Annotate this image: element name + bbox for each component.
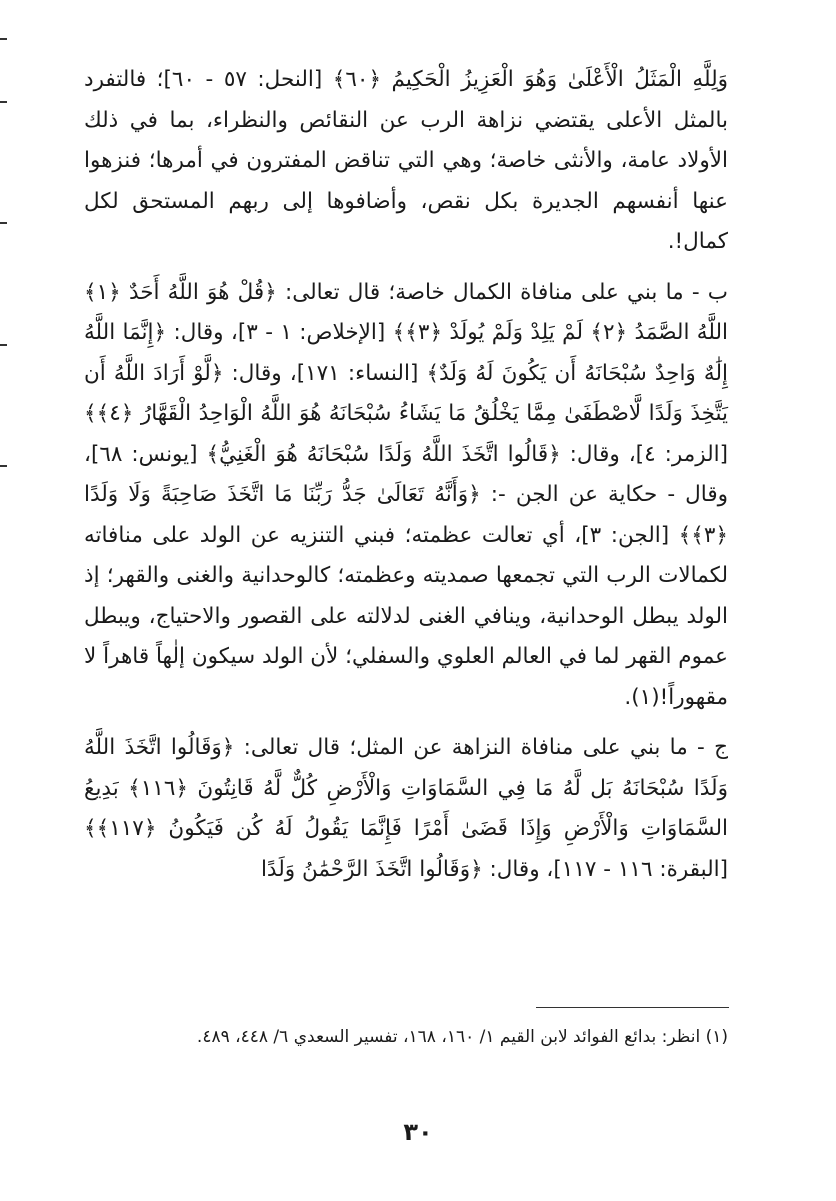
body-text xyxy=(84,60,728,890)
footnote: (١) انظر: بدائع الفوائد لابن القيم ١/ ١٦٠، ١٦٨، تفسير السعدي ٦/ ٤٤٨، ٤٨٩. xyxy=(196,1027,728,1047)
margin-mark xyxy=(0,222,7,224)
margin-mark xyxy=(0,465,7,467)
paragraph-section-c: ج - ما بني على منافاة النزاهة عن المثل؛ قال تعالى: ﴿وَقَالُوا اتَّخَذَ اللَّهُ وَلَدًا سُبْحَانَهُ بَل لَّهُ مَا فِي السَّمَاوَاتِ وَالْأَرْضِ كُلٌّ لَّهُ قَانِتُونَ ﴿١١٦﴾ بَدِيعُ السَّمَاوَاتِ وَالْأَرْضِ وَإِذَا قَضَىٰ أَمْرًا فَإِنَّمَا يَقُولُ لَهُ كُن فَيَكُونُ ﴿١١٧﴾﴾ [البقرة: ١١٦ - ١١٧]، وقال: ﴿وَقَالُوا اتَّخَذَ الرَّحْمَٰنُ وَلَدًا xyxy=(84,735,728,882)
paragraph-intro: وَلِلَّهِ الْمَثَلُ الْأَعْلَىٰ وَهُوَ الْعَزِيزُ الْحَكِيمُ ﴿٦٠﴾ [النحل: ٥٧ - ٦٠]؛ فالتفرد بالمثل الأعلى يقتضي نزاهة الرب عن النقائص والنظراء، بما في ذلك الأولاد عامة، والأنثى خاصة؛ وهي التي تناقض المفترون في أمرها؛ فنزهوا عنها أنفسهم الجديرة بكل نقص، وأضافوها إلى ربهم المستحق لكل كمال!. xyxy=(84,67,728,254)
margin-mark xyxy=(0,38,7,40)
margin-mark xyxy=(0,101,7,103)
page-number: ٣٠ xyxy=(403,1118,433,1146)
paragraph-section-b: ب - ما بني على منافاة الكمال خاصة؛ قال تعالى: ﴿قُلْ هُوَ اللَّهُ أَحَدٌ ﴿١﴾ اللَّهُ الصَّمَدُ ﴿٢﴾ لَمْ يَلِدْ وَلَمْ يُولَدْ ﴿٣﴾﴾ [الإخلاص: ١ - ٣]، وقال: ﴿إِنَّمَا اللَّهُ إِلَٰهٌ وَاحِدٌ سُبْحَانَهُ أَن يَكُونَ لَهُ وَلَدٌ﴾ [النساء: ١٧١]، وقال: ﴿لَّوْ أَرَادَ اللَّهُ أَن يَتَّخِذَ وَلَدًا لَّاصْطَفَىٰ مِمَّا يَخْلُقُ مَا يَشَاءُ سُبْحَانَهُ هُوَ اللَّهُ الْوَاحِدُ الْقَهَّارُ ﴿٤﴾﴾ [الزمر: ٤]، وقال: ﴿قَالُوا اتَّخَذَ اللَّهُ وَلَدًا سُبْحَانَهُ هُوَ الْغَنِيُّ﴾ [يونس: ٦٨]، وقال - حكاية عن الجن -: ﴿وَأَنَّهُ تَعَالَىٰ جَدُّ رَبِّنَا مَا اتَّخَذَ صَاحِبَةً وَلَا وَلَدًا ﴿٣﴾﴾ [الجن: ٣]، أي تعالت عظمته؛ فبني التنزيه عن الولد على منافاته لكمالات الرب التي تجمعها صمديته وعظمته؛ كالوحدانية والغنى والقهر؛ إذ الولد يبطل الوحدانية، وينافي الغنى لدلالته على القصور والاحتياج، ويبطل عموم القهر لما في العالم العلوي والسفلي؛ لأن الولد سيكون إلٰهاً قاهراً لا مقهوراً!(١). xyxy=(84,279,729,710)
margin-mark xyxy=(0,344,7,346)
footnote-separator xyxy=(536,1007,729,1008)
